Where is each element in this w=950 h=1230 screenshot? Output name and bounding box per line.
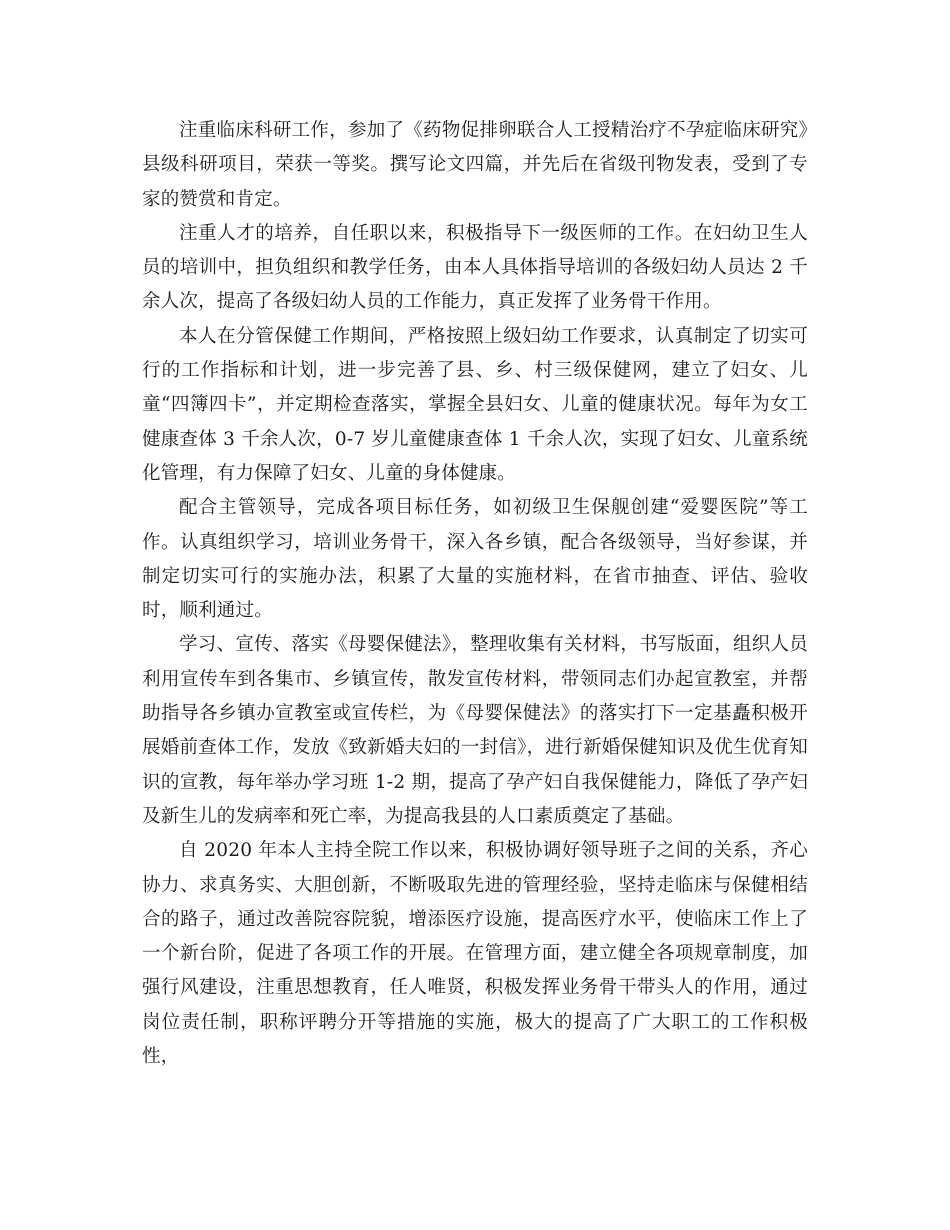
paragraph-health-care-work: 本人在分管保健工作期间，严格按照上级妇幼工作要求，认真制定了切实可行的工作指标和计划，进一步完善了县、乡、村三级保健网，建立了妇女、儿童“四簿四卡”，并定期检查落实，掌握全县妇女、儿童的健康状况。每年为女工健康查体 3 千余人次，0-7 岁儿童健康查体 1 千余人次，实现了妇女、儿童系统化管理，有力保障了妇女、儿童的身体健康。	[142, 325, 808, 484]
paragraph-hospital-management: 自 2020 年本人主持全院工作以来，积极协调好领导班子之间的关系，齐心协力、求真务实、大胆创新，不断吸取先进的管理经验，坚持走临床与保健相结合的路子，通过改善院容院貌，增添医疗设施，提高医疗水平，使临床工作上了一个新台阶，促进了各项工作的开展。在管理方面，建立健全各项规章制度，加强行风建设，注重思想教育，任人唯贤，积极发挥业务骨干带头人的作用，通过岗位责任制，职称评聘分开等措施的实施，极大的提高了广大职工的工作积极性，	[142, 840, 808, 1068]
paragraph-maternal-law: 学习、宣传、落实《母婴保健法》，整理收集有关材料，书写版面，组织人员利用宣传车到各集市、乡镇宣传，散发宣传材料，带领同志们办起宣教室，并帮助指导各乡镇办宣教室或宣传栏，为《母婴保健法》的落实打下一定基矗积极开展婚前查体工作，发放《致新婚夫妇的一封信》，进行新婚保健知识及优生优育知识的宣教，每年举办学习班 1-2 期，提高了孕产妇自我保健能力，降低了孕产妇及新生儿的发病率和死亡率，为提高我县的人口素质奠定了基础。	[142, 634, 808, 827]
paragraph-hospital-creation: 配合主管领导，完成各项目标任务，如初级卫生保舰创建“爱婴医院”等工作。认真组织学习，培训业务骨干，深入各乡镇，配合各级领导，当好参谋，并制定切实可行的实施办法，积累了大量的实施材料，在省市抽查、评估、验收时，顺利通过。	[142, 497, 808, 622]
paragraph-research: 注重临床科研工作，参加了《药物促排卵联合人工授精治疗不孕症临床研究》县级科研项目，荣获一等奖。撰写论文四篇，并先后在省级刊物发表，受到了专家的赞赏和肯定。	[142, 120, 808, 210]
document-body	[142, 114, 808, 1074]
paragraph-talent-training: 注重人才的培养，自任职以来，积极指导下一级医师的工作。在妇幼卫生人员的培训中，担负组织和教学任务，由本人具体指导培训的各级妇幼人员达 2 千余人次，提高了各级妇幼人员的工作能力，真正发挥了业务骨干作用。	[142, 222, 808, 313]
